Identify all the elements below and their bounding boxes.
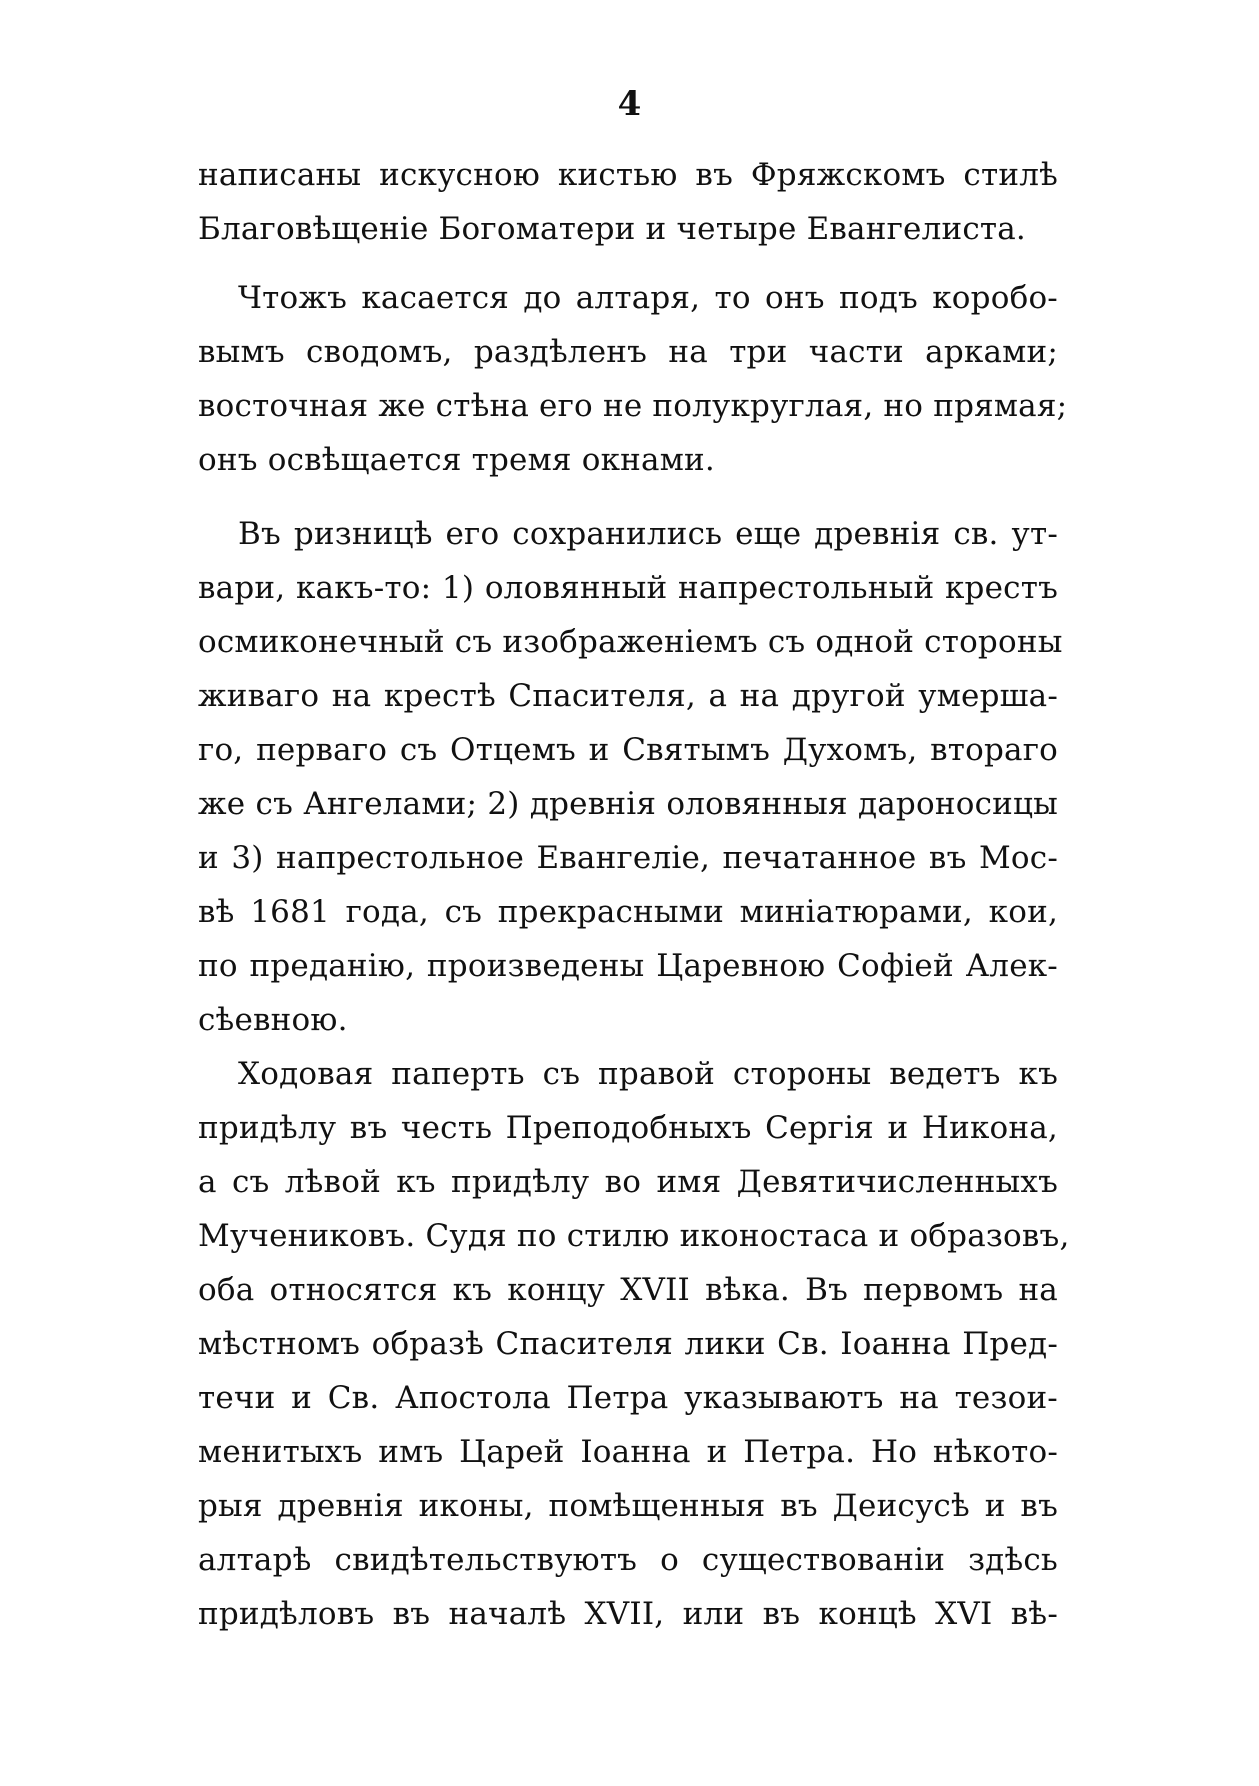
text-line: вымъ сводомъ, раздѣленъ на три части арками; [198,334,1058,370]
text-line: Чтожъ касается до алтаря, то онъ подъ коробо- [238,280,1058,316]
text-line: онъ освѣщается тремя окнами. [198,442,715,478]
text-line: а съ лѣвой къ придѣлу во имя Девятичисленныхъ [198,1164,1058,1200]
text-line: оба относятся къ концу XVII вѣка. Въ первомъ на [198,1272,1058,1308]
text-line: восточная же стѣна его не полукруглая, но прямая; [198,388,1068,424]
text-line: сѣевною. [198,1002,348,1038]
text-line: придѣловъ въ началѣ XVII, или въ концѣ XVI вѣ- [198,1596,1058,1632]
text-line: алтарѣ свидѣтельствуютъ о существованіи здѣсь [198,1542,1058,1578]
text-line: Ходовая паперть съ правой стороны ведетъ къ [238,1056,1058,1092]
text-line: и 3) напрестольное Евангеліе, печатанное въ Мос- [198,840,1058,876]
text-line: вари, какъ-то: 1) оловянный напрестольный крестъ [198,570,1058,606]
text-line: живаго на крестѣ Спасителя, а на другой умерша- [198,678,1058,714]
text-line: го, перваго съ Отцемъ и Святымъ Духомъ, втораго [198,732,1058,768]
paragraph-2 [198,271,1068,487]
page-number: 4 [617,84,642,124]
text-line: Благовѣщеніе Богоматери и четыре Евангелиста. [198,211,1026,247]
text-line: рыя древнія иконы, помѣщенныя въ Деисусѣ и въ [198,1488,1058,1524]
text-line: осмиконечный съ изображеніемъ съ одной стороны [198,624,1063,660]
text-line: Мучениковъ. Судя по стилю иконостаса и образовъ, [198,1218,1070,1254]
text-line: написаны искусною кистью въ Фряжскомъ стилѣ [198,157,1058,193]
text-line: же съ Ангелами; 2) древнія оловянныя дароносицы [198,786,1058,822]
text-line: придѣлу въ честь Преподобныхъ Сергія и Никона, [198,1110,1058,1146]
paragraph-1 [198,148,1058,256]
text-line: менитыхъ имъ Царей Іоанна и Петра. Но нѣкото- [198,1434,1058,1470]
paragraph-3 [198,507,1063,1047]
text-line: течи и Св. Апостола Петра указываютъ на тезои- [198,1380,1058,1416]
text-line: Въ ризницѣ его сохранились еще древнія св. ут- [238,516,1058,552]
text-line: по преданію, произведены Царевною Софіей Алек- [198,948,1058,984]
text-line: вѣ 1681 года, съ прекрасными миніатюрами, кои, [198,894,1058,930]
text-line: мѣстномъ образѣ Спасителя лики Св. Іоанна Пред- [198,1326,1058,1362]
paragraph-4 [198,1047,1070,1641]
